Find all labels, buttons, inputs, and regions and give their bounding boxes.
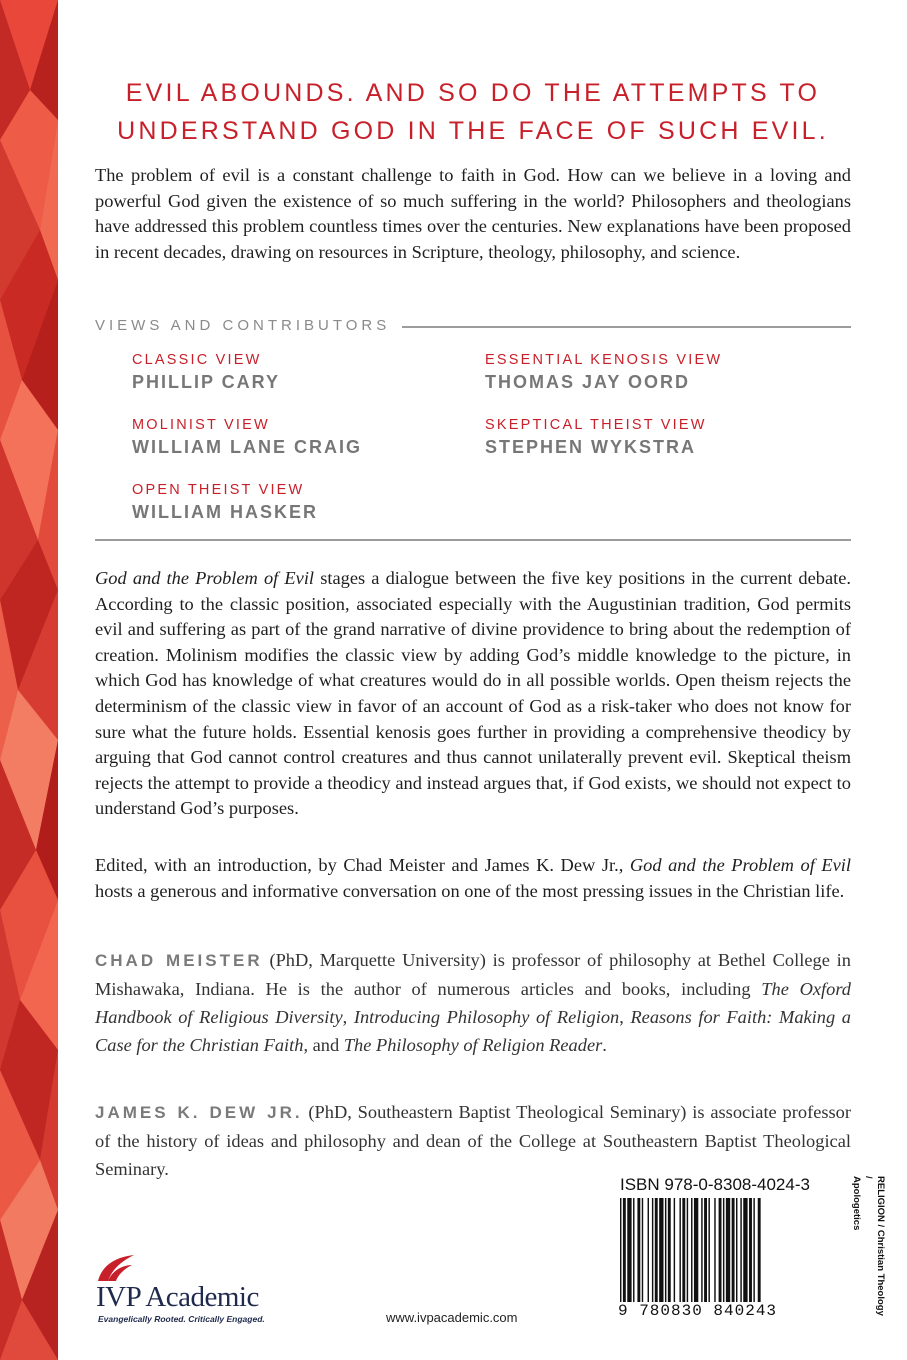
- publisher-tagline: Evangelically Rooted. Critically Engaged.: [98, 1314, 265, 1324]
- category-text: [850, 1176, 886, 1316]
- barcode-bar: [723, 1198, 724, 1302]
- barcode-bar: [682, 1198, 685, 1302]
- bisac-category: [844, 1176, 886, 1316]
- barcode-bar: [652, 1198, 653, 1302]
- barcode-bar: [701, 1198, 702, 1302]
- barcode-bar: [719, 1198, 722, 1302]
- view-label: SKEPTICAL THEIST VIEW: [485, 417, 707, 433]
- headline-line-2: UNDERSTAND GOD IN THE FACE OF SUCH EVIL.: [117, 117, 829, 145]
- book-title: Reasons for Faith: Making a Case for the Christian Faith: [95, 1007, 851, 1055]
- separator: ,: [342, 1007, 354, 1027]
- author-name: JAMES K. DEW JR.: [95, 1103, 303, 1122]
- description-body: stages a dialogue between the five key positions in the current debate. According to the classic position, associated especially with the Augustinian tradition, God permits evil and suffering as part of the grand narrative of divine providence to bring about the redemption of creation. Molinism modifies the classic view by adding God’s middle knowledge to the picture, in which God has knowledge of what creatures would do in all possible worlds. Open theism rejects the determinism of the classic view in favor of an account of God as a risk-taker who does not know for sure what the future holds. Essential kenosis goes further in providing a comprehensive theodicy by arguing that God cannot control creatures and thus cannot unilaterally prevent evil. Skeptical theism rejects the attempt to provide a theodicy and instead argues that, if God exists, we should not expect to understand God’s purposes.: [95, 568, 851, 819]
- barcode-bar: [714, 1198, 715, 1302]
- author-bio-text: (PhD, Marquette University) is professor of philosophy at Bethel College in Mishawaka, Indiana. He is the author of numerous articles and books, including: [95, 950, 851, 999]
- view-label: ESSENTIAL KENOSIS VIEW: [485, 352, 723, 368]
- contributor-name: THOMAS JAY OORD: [485, 372, 691, 392]
- intro-paragraph: The problem of evil is a constant challenge to faith in God. How can we believe in a loving and powerful God given the existence of so much suffering in the world? Philosophers and theologians have addressed this problem countless times over the centuries. New explanations have been proposed in recent decades, drawing on resources in Scripture, theology, philosophy, and science.: [95, 165, 851, 262]
- author-bio-meister: [95, 946, 851, 1059]
- barcode-bar: [627, 1198, 631, 1302]
- book-title: God and the Problem of Evil: [95, 568, 315, 588]
- isbn-label: ISBN 978-0-8308-4024-3: [620, 1175, 810, 1194]
- edited-post: hosts a generous and informative conversation on one of the most pressing issues in the Christian life.: [95, 880, 845, 901]
- contributor-name: WILLIAM HASKER: [132, 502, 318, 522]
- barcode-bar: [691, 1198, 692, 1302]
- barcode-bar: [623, 1198, 626, 1302]
- website-link[interactable]: www.ivpacademic.com: [386, 1310, 518, 1325]
- views-heading: [95, 315, 851, 337]
- headline-line-1: EVIL ABOUNDS. AND SO DO THE ATTEMPTS TO: [125, 79, 821, 107]
- publisher-brand: IVP Academic: [96, 1281, 259, 1313]
- barcode-bar: [726, 1198, 730, 1302]
- view-classic: [132, 351, 280, 395]
- barcode-bar: [620, 1198, 621, 1302]
- barcode-bar: [674, 1198, 675, 1302]
- author-name: CHAD MEISTER: [95, 951, 263, 970]
- separator: , and: [303, 1035, 344, 1055]
- view-label: CLASSIC VIEW: [132, 352, 262, 368]
- barcode-bar: [753, 1198, 754, 1302]
- barcode-bar: [642, 1198, 643, 1302]
- barcode-bar: [743, 1198, 747, 1302]
- barcode-bar: [665, 1198, 666, 1302]
- book-title: The Oxford Handbook of Religious Diversity: [95, 979, 851, 1027]
- publisher-logo[interactable]: [96, 1253, 296, 1325]
- book-title: God and the Problem of Evil: [629, 855, 851, 875]
- barcode-bar: [732, 1198, 735, 1302]
- ivp-flame-icon: [96, 1253, 136, 1283]
- views-heading-label: VIEWS AND CONTRIBUTORS: [95, 317, 402, 334]
- decorative-red-edge: [0, 0, 58, 1360]
- views-bottom-rule: [95, 539, 851, 541]
- barcode-number: 9 780830 840243: [618, 1302, 778, 1320]
- barcode-bar: [736, 1198, 737, 1302]
- barcode-bar: [679, 1198, 680, 1302]
- edited-pre: Edited, with an introduction, by Chad Meister and James K. Dew Jr.,: [95, 855, 630, 875]
- contributor-name: WILLIAM LANE CRAIG: [132, 437, 362, 457]
- contributor-name: STEPHEN WYKSTRA: [485, 437, 697, 457]
- barcode-bar: [633, 1198, 634, 1302]
- view-label: OPEN THEIST VIEW: [132, 482, 305, 498]
- barcode-bar: [740, 1198, 741, 1302]
- barcode: [618, 1198, 812, 1302]
- author-bio-dew: [95, 1098, 851, 1183]
- barcode-bar: [659, 1198, 663, 1302]
- view-label: MOLINIST VIEW: [132, 417, 270, 433]
- view-skeptical-theist: [485, 416, 707, 460]
- barcode-bar: [648, 1198, 649, 1302]
- category-line-1: RELIGION / Christian Theology /: [863, 1176, 886, 1316]
- barcode-bar: [687, 1198, 688, 1302]
- view-molinist: [132, 416, 362, 460]
- barcode-bar: [694, 1198, 698, 1302]
- separator: .: [602, 1035, 607, 1055]
- book-title: Introducing Philosophy of Religion: [353, 1007, 620, 1027]
- barcode-bar: [708, 1198, 709, 1302]
- contributor-name: PHILLIP CARY: [132, 372, 281, 392]
- headline: [95, 74, 851, 150]
- barcode-bar: [668, 1198, 671, 1302]
- description-paragraph: [95, 566, 851, 822]
- author-bio-text: (PhD, Southeastern Baptist Theological Seminary) is associate professor of the history of ideas and philosophy and dean of the College at Southeastern Baptist Theological Seminary.: [95, 1102, 851, 1179]
- view-open-theist: [132, 481, 318, 525]
- separator: ,: [619, 1007, 631, 1027]
- view-essential-kenosis: [485, 351, 722, 395]
- barcode-bar: [637, 1198, 640, 1302]
- barcode-bar: [758, 1198, 761, 1302]
- barcode-bar: [655, 1198, 658, 1302]
- book-title: The Philosophy of Religion Reader: [343, 1035, 603, 1055]
- category-line-2: Apologetics: [851, 1176, 862, 1231]
- edited-paragraph: [95, 853, 851, 904]
- barcode-bar: [749, 1198, 752, 1302]
- barcode-bar: [704, 1198, 707, 1302]
